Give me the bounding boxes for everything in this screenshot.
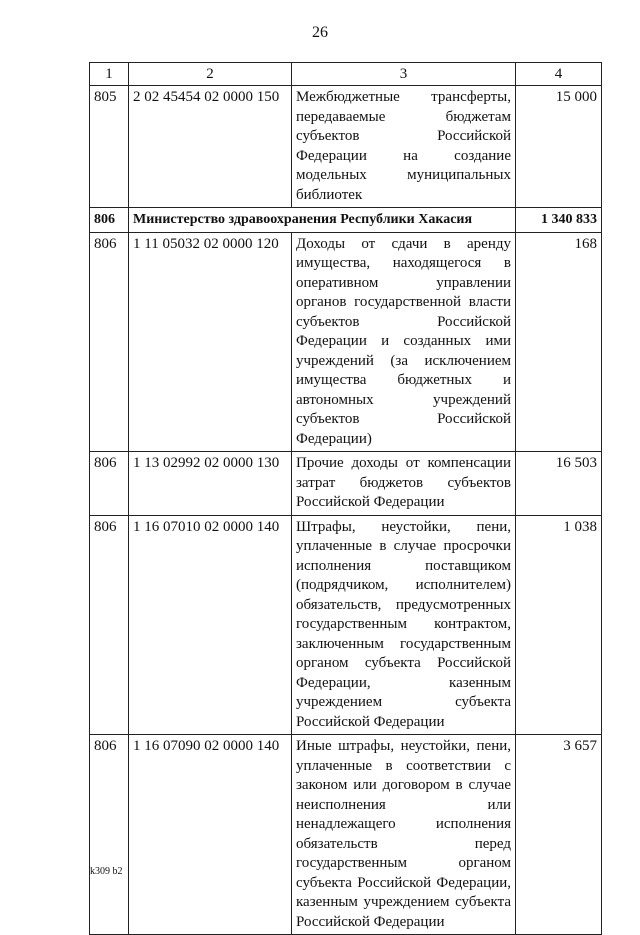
amount-cell: 15 000 [516,86,602,208]
revenue-name-cell: Иные штрафы, неустойки, пени, уплаченные в соответствии с законом или договором в случае неисполнения или ненадлежащего исполнения обязательств перед государственным органом субъекта Российской Федерации, казенным учреждением субъекта Российской Федерации [292,735,516,935]
budget-code-cell: 1 11 05032 02 0000 120 [129,232,292,452]
revenue-name-cell: Межбюджетные трансферты, передаваемые бюджетам субъектов Российской Федерации на создание модельных муниципальных библиотек [292,86,516,208]
column-header: 4 [516,63,602,86]
admin-code-cell: 806 [90,515,129,735]
revenue-name-cell: Штрафы, неустойки, пени, уплаченные в случае просрочки исполнения поставщиком (подрядчиком, исполнителем) обязательств, предусмотренных государственным контрактом, заключенным государственным органом субъекта Российской Федерации, казенным учреждением субъекта Российской Федерации [292,515,516,735]
admin-code-cell: 806 [90,452,129,516]
budget-code-cell: 1 13 02992 02 0000 130 [129,452,292,516]
table-row-ministry [90,208,602,233]
admin-code-cell: 806 [90,735,129,935]
revenue-table [89,62,602,935]
table-row [90,452,602,516]
revenue-name-cell: Прочие доходы от компенсации затрат бюджетов субъектов Российской Федерации [292,452,516,516]
admin-code-cell: 806 [90,232,129,452]
amount-cell: 3 657 [516,735,602,935]
budget-code-cell: 2 02 45454 02 0000 150 [129,86,292,208]
table-header-row [90,63,602,86]
column-header: 3 [292,63,516,86]
amount-cell: 168 [516,232,602,452]
amount-cell: 1 038 [516,515,602,735]
budget-code-cell: 1 16 07090 02 0000 140 [129,735,292,935]
table-row [90,232,602,452]
column-header: 2 [129,63,292,86]
admin-code-cell: 806 [90,208,129,233]
table-row [90,86,602,208]
page-number: 26 [312,24,328,41]
table-row [90,515,602,735]
column-header: 1 [90,63,129,86]
ministry-name-cell: Министерство здравоохранения Республики Хакасия [129,208,516,233]
budget-code-cell: 1 16 07010 02 0000 140 [129,515,292,735]
revenue-name-cell: Доходы от сдачи в аренду имущества, находящегося в оперативном управлении органов государственной власти субъектов Российской Федерации и созданных ими учреждений (за исключением имущества бюджетных и автономных учреждений субъектов Российской Федерации) [292,232,516,452]
admin-code-cell: 805 [90,86,129,208]
document-footer-code: k309 b2 [90,866,123,877]
amount-cell: 16 503 [516,452,602,516]
amount-cell: 1 340 833 [516,208,602,233]
